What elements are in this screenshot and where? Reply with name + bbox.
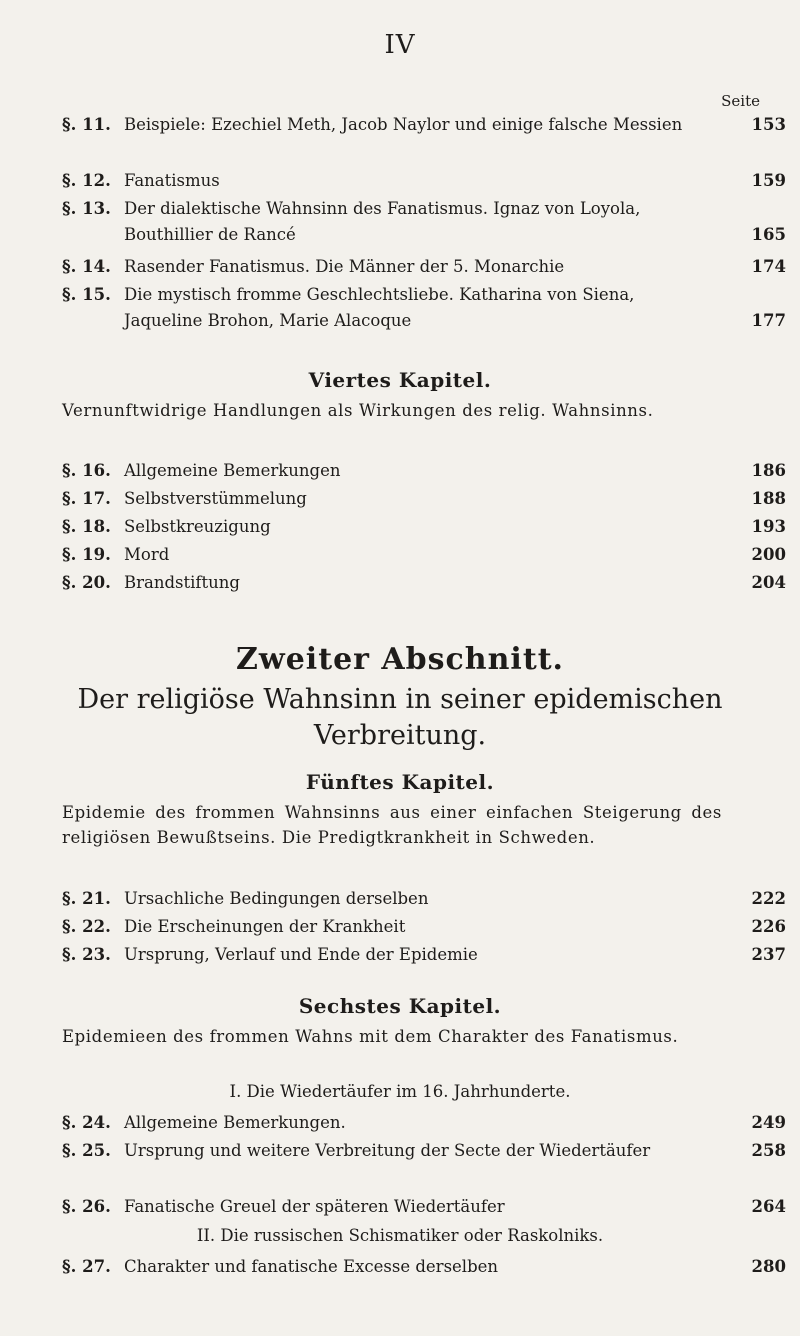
toc-entry-21 xyxy=(62,886,786,912)
toc-entry-13 xyxy=(62,196,786,248)
entry-title: Fanatische Greuel der späteren Wiedertäufer xyxy=(124,1197,505,1216)
entry-title: Die Erscheinungen der Krankheit xyxy=(124,917,406,936)
toc-entry-20 xyxy=(62,570,786,596)
toc-entry-26 xyxy=(62,1194,786,1220)
toc-entry-12 xyxy=(62,168,786,194)
entry-number: §. 16. xyxy=(62,461,111,480)
toc-entry-11 xyxy=(62,112,786,138)
entry-number: §. 20. xyxy=(62,573,111,592)
entry-number: §. 26. xyxy=(62,1197,111,1216)
entry-page: 159 xyxy=(751,171,786,190)
chapter-6-description: Epidemieen des frommen Wahns mit dem Charakter des Fanatismus. xyxy=(62,1027,679,1046)
chapter-5-description: Epidemie des frommen Wahnsinns aus einer einfachen Steigerung des religiösen Bewußtseins. Die Predigtkrankheit in Schweden. xyxy=(62,803,722,847)
entry-title: Rasender Fanatismus. Die Männer der 5. Monarchie xyxy=(124,257,565,276)
entry-page: 204 xyxy=(751,573,786,592)
entry-number: §. 17. xyxy=(62,489,111,508)
entry-title: Ursprung, Verlauf und Ende der Epidemie xyxy=(124,945,478,964)
entry-page: 177 xyxy=(751,311,786,330)
toc-entry-19 xyxy=(62,542,786,568)
seite-label: Seite xyxy=(721,92,760,110)
entry-page: 193 xyxy=(751,517,786,536)
entry-page: 188 xyxy=(751,489,786,508)
entry-number: §. 22. xyxy=(62,917,111,936)
entry-number: §. 14. xyxy=(62,257,111,276)
toc-entry-17 xyxy=(62,486,786,512)
toc-entry-27 xyxy=(62,1254,786,1280)
entry-page: 222 xyxy=(751,889,786,908)
chapter-4-description: Vernunftwidrige Handlungen als Wirkungen des relig. Wahnsinns. xyxy=(62,401,654,420)
entry-page: 258 xyxy=(751,1141,786,1160)
entry-page: 165 xyxy=(751,225,786,244)
entry-title: Selbstverstümmelung xyxy=(124,489,307,508)
chapter-6-subheading-1: I. Die Wiedertäufer im 16. Jahrhunderte. xyxy=(229,1082,571,1101)
entry-title: Brandstiftung xyxy=(124,573,240,592)
entry-number: §. 12. xyxy=(62,171,111,190)
entry-number: §. 11. xyxy=(62,115,111,134)
entry-title: Mord xyxy=(124,545,170,564)
entry-title: Charakter und fanatische Excesse derselben xyxy=(124,1257,499,1276)
chapter-6-heading: Sechstes Kapitel. xyxy=(298,994,502,1018)
entry-title: Ursprung und weitere Verbreitung der Secte der Wiedertäufer xyxy=(124,1141,651,1160)
part-2-heading: Zweiter Abschnitt. xyxy=(236,642,564,677)
entry-title: Fanatismus xyxy=(124,171,220,190)
entry-number: §. 19. xyxy=(62,545,111,564)
toc-entry-15 xyxy=(62,282,786,334)
entry-number: §. 24. xyxy=(62,1113,111,1132)
entry-page: 153 xyxy=(751,115,786,134)
entry-page: 226 xyxy=(751,917,786,936)
entry-title: Die mystisch fromme Geschlechtsliebe. Katharina von Siena, Jaqueline Brohon, Marie Alacoque xyxy=(124,285,635,330)
entry-title: Allgemeine Bemerkungen xyxy=(124,461,341,480)
part-2-title-line-2: Verbreitung. xyxy=(313,720,487,751)
entry-title: Der dialektische Wahnsinn des Fanatismus. Ignaz von Loyola, Bouthillier de Rancé xyxy=(124,199,641,244)
entry-page: 200 xyxy=(751,545,786,564)
entry-title: Selbstkreuzigung xyxy=(124,517,271,536)
entry-page: 237 xyxy=(751,945,786,964)
toc-entry-18 xyxy=(62,514,786,540)
entry-number: §. 23. xyxy=(62,945,111,964)
entry-title: Allgemeine Bemerkungen. xyxy=(124,1113,346,1132)
page-number: IV xyxy=(384,30,416,60)
entry-number: §. 27. xyxy=(62,1257,111,1276)
toc-entry-24 xyxy=(62,1110,786,1136)
entry-number: §. 18. xyxy=(62,517,111,536)
toc-entry-14 xyxy=(62,254,786,280)
toc-entry-16 xyxy=(62,458,786,484)
toc-entry-23 xyxy=(62,942,786,968)
entry-page: 186 xyxy=(751,461,786,480)
entry-page: 264 xyxy=(751,1197,786,1216)
chapter-5-heading: Fünftes Kapitel. xyxy=(305,770,495,794)
entry-title: Beispiele: Ezechiel Meth, Jacob Naylor und einige falsche Messien xyxy=(124,115,683,134)
toc-entry-22 xyxy=(62,914,786,940)
chapter-4-heading: Viertes Kapitel. xyxy=(308,368,492,392)
chapter-6-subheading-2: II. Die russischen Schismatiker oder Raskolniks. xyxy=(196,1226,604,1245)
entry-title: Ursachliche Bedingungen derselben xyxy=(124,889,429,908)
entry-page: 249 xyxy=(751,1113,786,1132)
entry-number: §. 13. xyxy=(62,199,111,218)
entry-number: §. 21. xyxy=(62,889,111,908)
part-2-title-line-1: Der religiöse Wahnsinn in seiner epidemischen xyxy=(77,684,723,715)
entry-page: 174 xyxy=(751,257,786,276)
entry-number: §. 25. xyxy=(62,1141,111,1160)
entry-number: §. 15. xyxy=(62,285,111,304)
toc-entry-25 xyxy=(62,1138,786,1164)
entry-page: 280 xyxy=(751,1257,786,1276)
